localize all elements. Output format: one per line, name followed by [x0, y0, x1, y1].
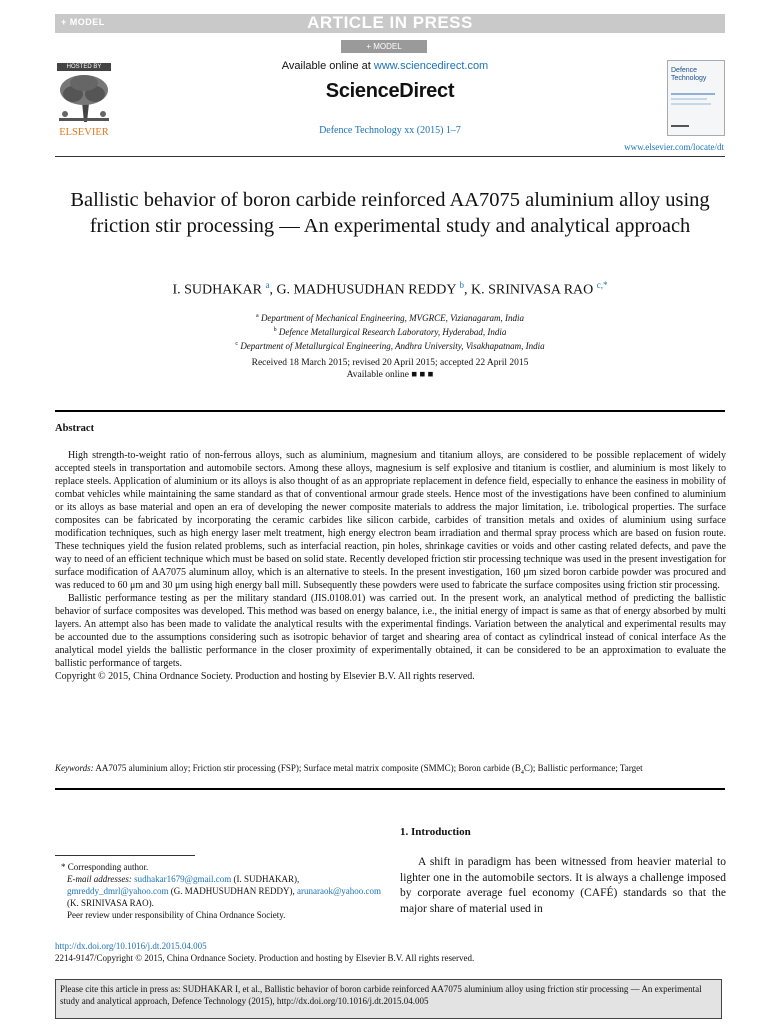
- abstract-paragraph: High strength-to-weight ratio of non-ferrous alloys, such as aluminium, magnesium and titanium alloys, are considered to be possible replacement of widely accepted steels in transportation and automobile sectors. Among these alloys, magnesium is self explosive and titanium is costlier, and aluminium is most likely to replace steels. Application of aluminium or its alloys is also thought of as an appropriate replacement in defence field, especially to enhance the easiness in mobility of combat vehicles while maintaining the same standard as that of conventional armour grade steels. Hence most of the investigations have been confined to aluminium or its alloys as base material and open an era of developing the newer composite materials to address the major limitation, i.e. tribological properties. The surface composites can be fabricated by incorporating the ceramic carbides like silicon carbide, carbides of transition metals and oxides of aluminium using surface modification techniques, such as high energy laser melt treatment, high energy electron beam irradiation and thermal spray process which are based on fusion route. These techniques yield the fusion related problems, such as interfacial reaction, pin holes, shrinkage cavities or voids and other casting related defects, and pave the way to need of an efficient technique which must be based on solid state. Recently developed friction stir processing technique was used in the present investigation for surface modification of AA7075 aluminum alloy, which is an alternative to steels. In the present investigation, 160 μm sized boron carbide powder was procured and was reduced to 60 μm and 30 μm using high energy ball mill. Subsequently these powders were used to fabricate the surface composites using friction stir processing.: [55, 450, 727, 591]
- citation-box: Please cite this article in press as: SUDHAKAR I, et al., Ballistic behavior of boron carbide reinforced AA7075 aluminium alloy using friction stir processing — An experimental study and analytical approach, Defence Technology (2015), http://dx.doi.org/10.1016/j.dt.2015.04.005: [55, 979, 722, 1019]
- abstract-paragraph: Ballistic performance testing as per the military standard (JIS.0108.01) was carried out. In the present work, an analytical method of predicting the ballistic behavior of surface composites was developed. This method was based on energy balance, i.e., the initial energy of impact is same as that of energy absorbed by multi layers. An attempt also has been made to validate the analytical results with the experimental findings. Variation between the analytical and experimental results may be accounted due to the assumptions considering such as isotropic behavior of target and shearing area of contact as cylindrical instead of conical interface As the analytical model yields the ballistic performance in the closer proximity of experimentally obtained, it can be considered to be an approximation to evaluate the ballistic performance of targets.: [55, 593, 726, 669]
- keywords: [55, 763, 727, 776]
- peer-review-note: Peer review under responsibility of China Ordnance Society.: [67, 910, 286, 920]
- affiliation: [55, 310, 725, 324]
- affiliation-marker: b: [273, 327, 277, 333]
- sciencedirect-logo: ScienceDirect: [325, 80, 455, 102]
- author-name: K. SRINIVASA RAO: [470, 282, 594, 298]
- email-owner: (I. SUDHAKAR),: [231, 874, 300, 884]
- email-link[interactable]: sudhakar1679@gmail.com: [134, 874, 232, 884]
- keywords-subscript: 4: [520, 769, 524, 776]
- abstract-top-rule: [55, 410, 725, 412]
- header-divider: [55, 156, 725, 157]
- email-link[interactable]: gmreddy_dmrl@yahoo.com: [67, 886, 169, 896]
- available-online-date: Available online ■ ■ ■: [346, 370, 434, 380]
- email-link[interactable]: arunaraok@yahoo.com: [297, 886, 382, 896]
- cover-publisher-mark: [671, 125, 689, 127]
- corresponding-author-footnote: [55, 861, 385, 921]
- keywords-text: AA7075 aluminium alloy; Friction stir processing (FSP); Surface metal matrix composite (SMMC); Boron carbide (B: [93, 763, 521, 773]
- received-dates: Received 18 March 2015; revised 20 April 2015; accepted 22 April 2015: [251, 358, 529, 368]
- keywords-label: Keywords:: [55, 763, 94, 773]
- cover-title: [671, 67, 706, 83]
- issn-copyright: 2214-9147/Copyright © 2015, China Ordnance Society. Production and hosting by Elsevier B.V. All rights reserved.: [55, 953, 475, 963]
- introduction-text: [400, 855, 726, 917]
- author-affiliation-ref[interactable]: a: [265, 280, 270, 290]
- cover-title-line-2: Technology: [671, 75, 707, 82]
- keywords-text-end: C); Ballistic performance; Target: [523, 763, 643, 773]
- available-online-prefix: Available online at: [281, 60, 374, 72]
- abstract-heading: Abstract: [55, 423, 95, 434]
- author-list: [55, 280, 725, 299]
- cover-stripe: [671, 98, 707, 100]
- footnote-rule: [55, 855, 195, 856]
- elsevier-tree-logo: [55, 72, 113, 138]
- author-affiliation-ref[interactable]: c,*: [596, 280, 608, 290]
- email-label: E-mail addresses:: [67, 874, 135, 884]
- publisher-name: ELSEVIER: [59, 127, 109, 138]
- affiliation-text: Department of Mechanical Engineering, MVGRCE, Vizianagaram, India: [260, 313, 524, 323]
- cover-stripe: [671, 93, 715, 95]
- author-affiliation-ref[interactable]: b: [459, 280, 464, 290]
- article-title: Ballistic behavior of boron carbide reinforced AA7075 aluminium alloy using friction stir processing — An experimental study and analytical approach: [70, 189, 710, 237]
- article-in-press-banner: [55, 14, 725, 33]
- affiliation-text: Defence Metallurgical Research Laboratory, Hyderabad, India: [278, 327, 507, 337]
- affiliations: [55, 310, 725, 352]
- article-history: [55, 357, 725, 381]
- cover-stripe: [671, 103, 711, 105]
- affiliation-marker: c: [235, 341, 239, 347]
- journal-citation-line[interactable]: Defence Technology xx (2015) 1–7: [319, 125, 461, 136]
- author-separator: ,: [463, 282, 471, 298]
- abstract-body: [55, 449, 726, 683]
- author-separator: ,: [269, 282, 277, 298]
- affiliation-text: Department of Metallurgical Engineering, Andhra University, Visakhapatnam, India: [240, 341, 545, 351]
- model-tag-center: + MODEL: [341, 40, 427, 53]
- corresponding-author-label: * Corresponding author.: [61, 862, 149, 872]
- email-owner: (G. MADHUSUDHAN REDDY),: [168, 886, 298, 896]
- journal-url[interactable]: www.elsevier.com/locate/dt: [624, 142, 724, 152]
- author-name: G. MADHUSUDHAN REDDY: [276, 282, 456, 298]
- abstract-bottom-rule: [55, 788, 725, 790]
- article-status: ARTICLE IN PRESS: [307, 13, 473, 32]
- doi-link[interactable]: http://dx.doi.org/10.1016/j.dt.2015.04.005: [55, 941, 207, 951]
- journal-cover-thumbnail: [667, 60, 725, 136]
- model-tag: + MODEL: [61, 17, 105, 27]
- affiliation: [55, 338, 725, 352]
- cover-title-line-1: Defence: [671, 67, 698, 74]
- affiliation: [55, 324, 725, 338]
- abstract-copyright: Copyright © 2015, China Ordnance Society. Production and hosting by Elsevier B.V. All rights reserved.: [55, 671, 475, 682]
- author-name: I. SUDHAKAR: [172, 282, 262, 298]
- affiliation-marker: a: [256, 313, 259, 319]
- hosted-by-label: HOSTED BY: [57, 63, 111, 71]
- available-online: [230, 60, 540, 72]
- sciencedirect-link[interactable]: www.sciencedirect.com: [373, 60, 489, 72]
- email-addresses: [55, 873, 385, 909]
- email-owner: (K. SRINIVASA RAO).: [67, 898, 154, 908]
- section-heading-introduction: 1. Introduction: [400, 826, 471, 838]
- intro-paragraph: A shift in paradigm has been witnessed from heavier material to lighter one in the automobile sectors. It is always a challenge imposed by corporate average fuel economy (CAFÉ) standards so that the major share of material used in: [400, 856, 726, 915]
